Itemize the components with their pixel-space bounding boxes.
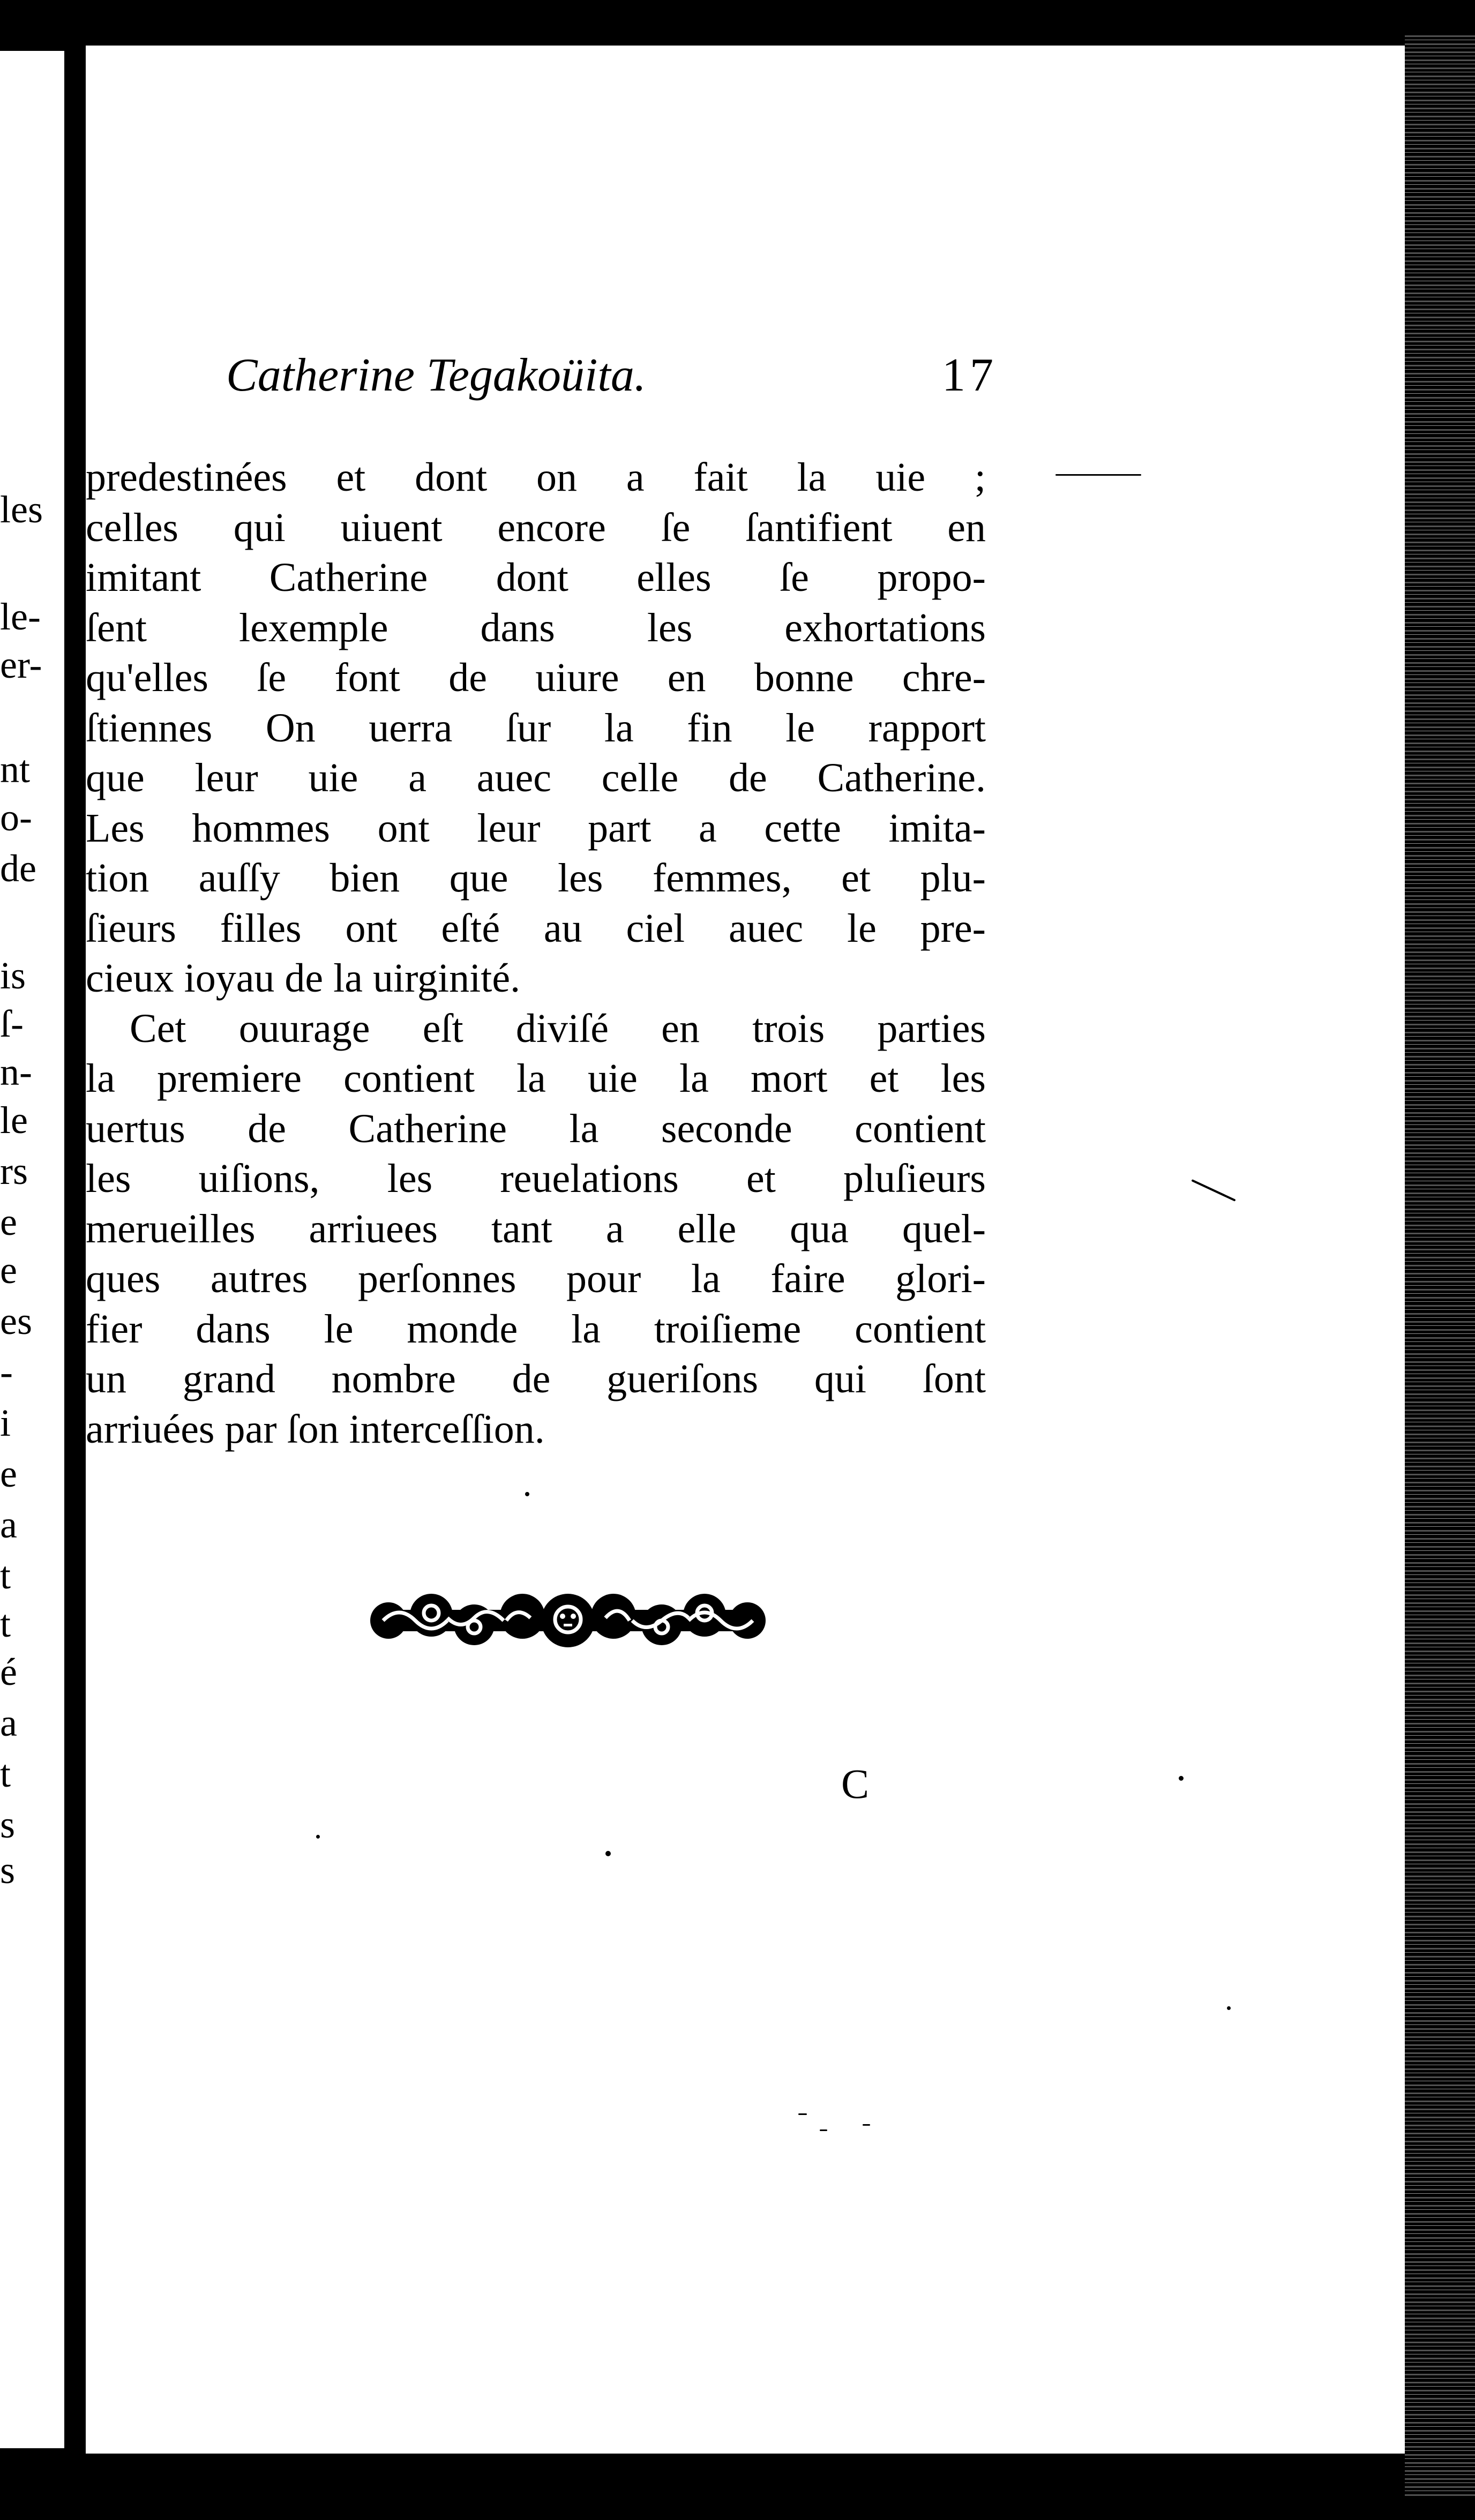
print-speck xyxy=(525,1492,529,1496)
margin-fragment: o- xyxy=(0,796,32,839)
text-line: tion auſſy bien que les femmes, et plu- xyxy=(86,856,986,901)
text-line: ques autres perſonnes pour la faire glori- xyxy=(86,1256,986,1301)
margin-fragment: t xyxy=(0,1554,11,1597)
margin-fragment: s xyxy=(0,1803,16,1846)
margin-fragment: - xyxy=(0,1351,13,1393)
margin-fragment: e xyxy=(0,1249,17,1292)
print-speck xyxy=(798,2113,807,2115)
text-line: que leur uie a auec celle de Catherine. xyxy=(86,755,986,800)
text-line: un grand nombre de gueriſons qui ſont xyxy=(86,1356,986,1401)
signature-mark: C xyxy=(841,1760,870,1807)
margin-fragment: t xyxy=(0,1602,11,1645)
facing-page-edge xyxy=(0,51,64,2448)
margin-fragment: é xyxy=(0,1651,17,1693)
print-speck xyxy=(1191,1179,1236,1202)
text-line: qu'elles ſe font de uiure en bonne chre- xyxy=(86,655,986,700)
text-line: uertus de Catherine la seconde contient xyxy=(86,1106,986,1151)
margin-fragment: rs xyxy=(0,1150,28,1192)
print-speck xyxy=(316,1835,320,1839)
text-line: imitant Catherine dont elles ſe propo- xyxy=(86,555,986,600)
book-page xyxy=(86,46,1405,2454)
text-line: cieux ioyau de la uirginité. xyxy=(86,956,521,1001)
floral-vignette-icon xyxy=(367,1578,769,1663)
text-line: ſieurs filles ont eſté au ciel auec le pre- xyxy=(86,905,986,951)
margin-fragment: de xyxy=(0,847,36,890)
margin-fragment: is xyxy=(0,954,26,997)
print-speck xyxy=(605,1851,611,1856)
text-line: merueilles arriuees tant a elle qua quel- xyxy=(86,1206,986,1251)
margin-fragment: ſ- xyxy=(0,1002,24,1045)
text-line: arriuées par ſon interceſſion. xyxy=(86,1406,545,1452)
body-text xyxy=(86,453,986,1454)
running-title: Catherine Tegakoüita. xyxy=(226,349,646,401)
margin-fragment: a xyxy=(0,1503,17,1546)
margin-fragment: le- xyxy=(0,595,41,638)
margin-fragment: e xyxy=(0,1452,17,1495)
print-speck xyxy=(820,2129,827,2131)
text-line: ſtiennes On uerra ſur la fin le rapport xyxy=(86,705,986,751)
text-line: fier dans le monde la troiſieme contient xyxy=(86,1306,986,1352)
margin-fragment: er- xyxy=(0,643,42,686)
margin-fragment: e xyxy=(0,1201,17,1243)
margin-fragment: i xyxy=(0,1401,11,1444)
margin-fragment: nt xyxy=(0,748,31,791)
text-line: predestinées et dont on a fait la uie ; xyxy=(86,455,986,500)
margin-fragment: t xyxy=(0,1752,11,1795)
page-number: 17 xyxy=(942,349,998,401)
paragraph-first-line: Cet ouurage eſt diviſé en trois parties xyxy=(130,1006,986,1051)
text-line: la premiere contient la uie la mort et les xyxy=(86,1056,986,1101)
text-line: Les hommes ont leur part a cette imita- xyxy=(86,805,986,851)
print-speck xyxy=(1227,2006,1231,2010)
margin-fragment: s xyxy=(0,1849,16,1892)
print-speck xyxy=(863,2124,870,2126)
text-line: ſent lexemple dans les exhortations xyxy=(86,605,986,650)
page-edge-stack xyxy=(1405,32,1475,2496)
margin-fragment: es xyxy=(0,1300,32,1342)
text-line: celles qui uiuent encore ſe ſantifient en xyxy=(86,505,986,550)
text-line: les uiſions, les reuelations et pluſieurs xyxy=(86,1156,986,1201)
margin-fragment: les xyxy=(0,488,43,531)
print-speck xyxy=(1055,474,1141,476)
margin-fragment: n- xyxy=(0,1051,32,1093)
margin-fragment: a xyxy=(0,1701,17,1744)
print-speck xyxy=(1179,1776,1184,1781)
running-head xyxy=(226,348,998,412)
margin-fragment: le xyxy=(0,1099,28,1142)
facing-page-text-fragments xyxy=(0,51,64,2448)
